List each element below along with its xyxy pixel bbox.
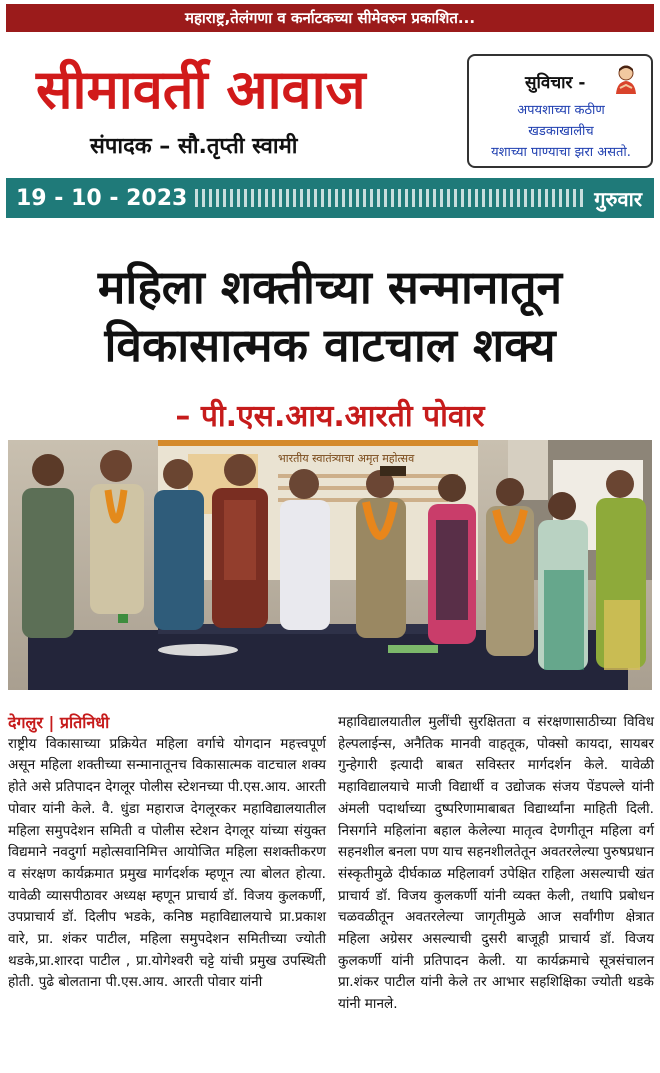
banner-text: भारतीय स्वातंत्र्याचा अमृत महोत्सव: [278, 452, 415, 465]
article-body-right: महाविद्यालयातील मुलींची सुरक्षितता व संरक्षणासाठीच्या विविध हेल्पलाईन्स, अनैतिक मानवी वाहतूक, पोक्सो कायदा, सायबर गुन्हेगारी इत्यादी बाबत सविस्तर मार्गदर्शन केले. यावेळी महाविद्यालयाचे माजी विद्यार्थी व उद्योजक संजय पेंडपल्ले यांनी अंमली पदार्थाच्या दुष्परिणामाबाबत विद्यार्थ्यांना माहिती दिली. निसर्गाने महिलांना बहाल केलेल्या मातृत्व देणगीतून महिला वर्ग सहनशील बनला पण याच सहनशीलतेतून अवतरलेल्या पुरुषप्रधान संस्कृतीमुळे दीर्घकाळ महिलावर्ग उपेक्षित राहिला असल्याची खंत प्राचार्य डॉ. विजय कुलकर्णी यांनी व्यक्त केली, तथापि प्रबोधन चळवळीतून अवतरलेल्या जागृतीमुळे आज सर्वांगीण क्षेत्रात महिला अग्रेसर असल्याची दुसरी बाजूही प्राचार्य डॉ. विजय कुलकर्णी यांनी प्रतिपादन केली. या कार्यक्रमाचे सूत्रसंचालन प्रा.शंकर पाटील यांनी केले तर आभार सहशिक्षिका ज्योती थडके यांनी मानले.: [338, 714, 654, 1013]
issue-date: 19 - 10 - 2023: [16, 185, 188, 211]
meditating-girl-icon: [611, 64, 641, 96]
masthead: [36, 58, 446, 128]
suvichar-heading: सुविचार -: [525, 73, 586, 93]
decorative-bar-pattern: [195, 189, 586, 207]
suvichar-box: [467, 54, 653, 168]
article-column-right: [338, 712, 654, 1016]
suvichar-line: यशाच्या पाण्याचा झरा असतो.: [491, 145, 631, 160]
date-bar: [6, 178, 654, 218]
article-column-left: [8, 712, 326, 994]
publication-region-strip: [6, 4, 654, 32]
suvichar-quote: [475, 100, 647, 163]
headline-line: विकासात्मक वाटचाल शक्य: [104, 318, 556, 372]
top-band: [0, 0, 660, 38]
suvichar-line: खडकाखालीच: [528, 124, 594, 139]
suvichar-line: अपयशाच्या कठीण: [517, 103, 605, 118]
editor-line: संपादक – सौ.तृप्ती स्वामी: [90, 134, 298, 159]
event-photo: [8, 440, 652, 690]
headline-line: महिला शक्तीच्या सन्मानातून: [97, 260, 563, 314]
publication-region-text: महाराष्ट्र,तेलंगणा व कर्नाटकच्या सीमेवरुन प्रकाशित...: [184, 9, 476, 27]
newspaper-title: सीमावर्ती आवाज: [36, 58, 366, 121]
issue-day: गुरुवार: [594, 186, 642, 211]
main-headline: [0, 258, 660, 374]
headline-byline: – पी.एस.आय.आरती पोवार: [175, 399, 485, 434]
article-dateline: देगलुर | प्रतिनिधी: [8, 713, 110, 732]
event-photo-illustration: [8, 440, 652, 690]
article-body-left: राष्ट्रीय विकासाच्या प्रक्रियेत महिला वर्गाचे योगदान महत्त्वपूर्ण असून महिला शक्तीच्या सन्मानातूनच विकासात्मक वाटचाल शक्य होते असे प्रतिपादन देगलूर पोलीस स्टेशनच्या पी.एस.आय. आरती पोवार यांनी केले. वै. धुंडा महाराज देगलूरकर महाविद्यालयातील महिला समुपदेशन समिती व पोलीस स्टेशन देगलूर यांच्या संयुक्त विद्यमाने नवदुर्गा महोत्सवानिमित्त आयोजित महिला सशक्तीकरण व संरक्षण कार्यक्रमात प्रमुख मार्गदर्शक म्हणून त्या बोलत होत्या. यावेळी व्यासपीठावर अध्यक्ष म्हणून प्राचार्य डॉ. विजय कुलकर्णी, उपप्राचार्य डॉ. दिलीप भडके, कनिष्ठ महाविद्यालयाचे प्रा.प्रकाश वारे, प्रा. शंकर पाटील, महिला समुपदेशन समितीच्या ज्योती थडके,प्रा.शारदा पाटील , प्रा.योगेश्वरी चट्टे यांची प्रमुख उपस्थिती होती. पुढे बोलताना पी.एस.आय. आरती पोवार यांनी: [8, 735, 326, 991]
